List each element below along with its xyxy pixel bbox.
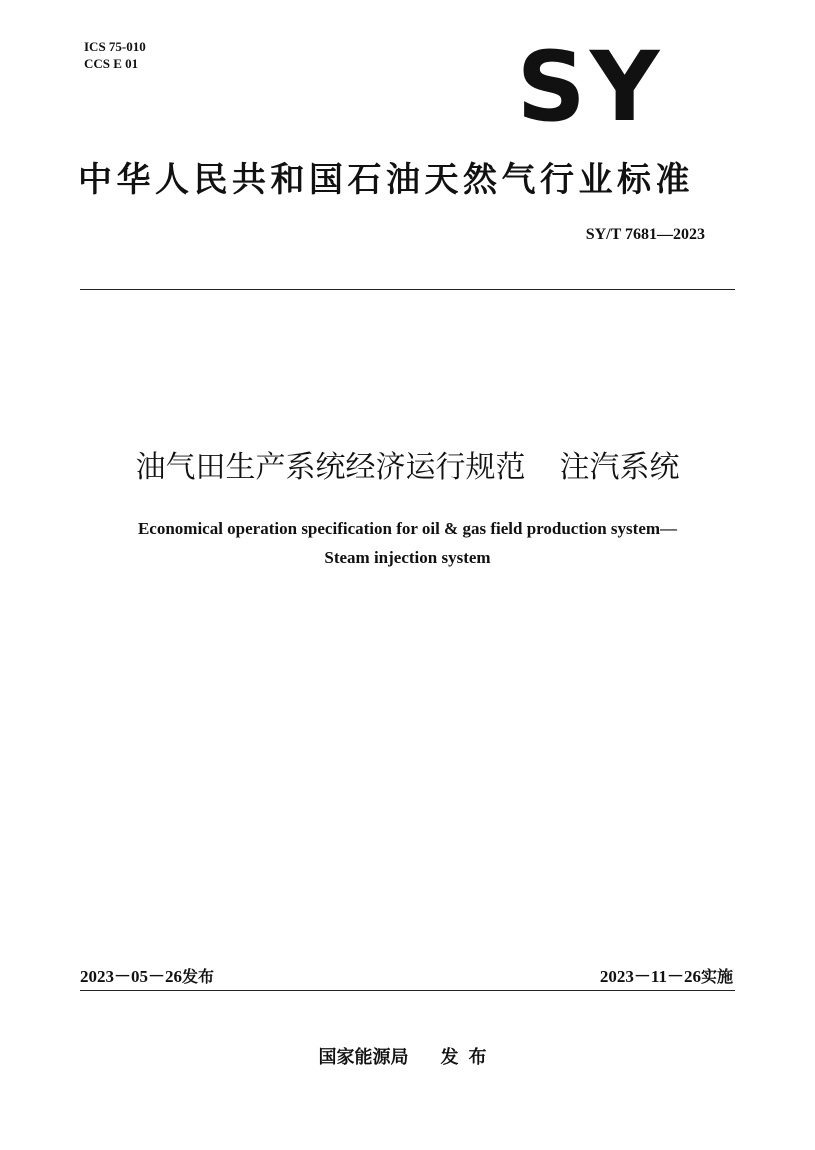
- top-divider: [80, 289, 735, 290]
- issue-date-label: 发布: [182, 967, 215, 986]
- classification-codes: [84, 38, 146, 72]
- ccs-code: CCS E 01: [84, 56, 139, 71]
- issuer-line: [0, 1043, 815, 1069]
- organization-title: 中华人民共和国石油天然气行业标准: [78, 160, 694, 200]
- implement-date-label: 实施: [700, 967, 733, 986]
- title-chinese-main: 油气田生产系统经济运行规范: [135, 450, 526, 485]
- sy-logo: SY: [516, 31, 664, 143]
- issue-date-value: 2023－05－26: [80, 967, 182, 986]
- standard-number: SY/T 7681—2023: [585, 226, 705, 243]
- issue-date: [80, 962, 214, 987]
- title-english-line1: Economical operation specification for oil & gas field production system—: [137, 519, 678, 538]
- issuer-action: 发布: [440, 1047, 497, 1068]
- title-english-line2: Steam injection system: [324, 548, 491, 567]
- ics-code: ICS 75-010: [84, 39, 146, 54]
- title-chinese-sub: 注汽系统: [559, 450, 680, 485]
- bottom-divider: [80, 990, 735, 991]
- implement-date: [600, 962, 733, 987]
- title-english: [0, 514, 815, 572]
- title-chinese: [0, 442, 815, 486]
- implement-date-value: 2023－11－26: [599, 967, 701, 986]
- issuer-name: 国家能源局: [318, 1047, 409, 1068]
